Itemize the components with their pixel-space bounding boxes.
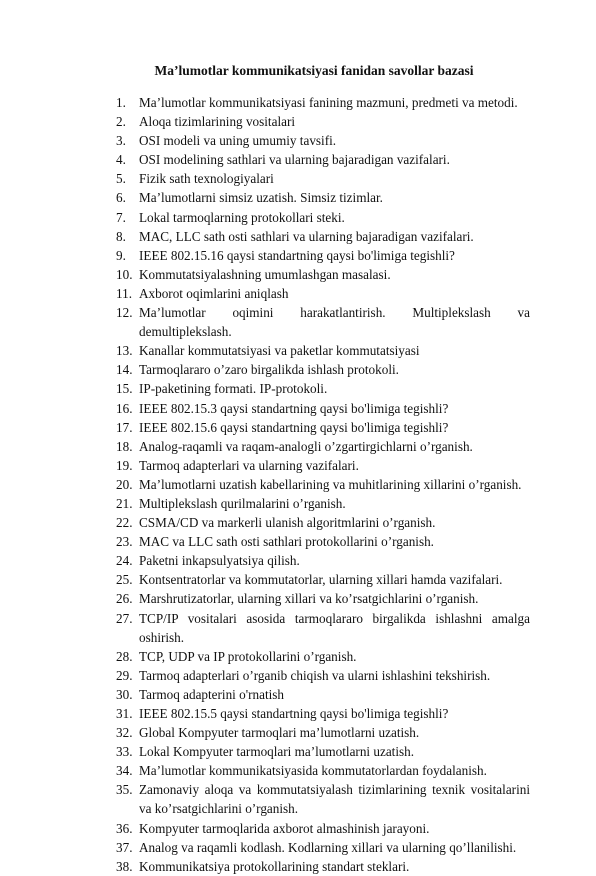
list-item <box>116 685 530 704</box>
item-text: MAC, LLC sath osti sathlari va ularning bajaradigan vazifalari. <box>139 228 474 244</box>
item-text: Ma’lumotlar oqimini harakatlantirish. Multiplekslash va demultiplekslash. <box>139 305 530 340</box>
item-number: 1. <box>116 95 126 110</box>
item-text: IEEE 802.15.3 qaysi standartning qaysi bo'limiga tegishli? <box>139 400 449 416</box>
list-item <box>116 742 530 761</box>
list-item <box>116 647 530 666</box>
item-number: 35. <box>116 782 133 798</box>
item-number: 19. <box>116 457 133 473</box>
item-text: Ma’lumotlarni simsiz uzatish. Simsiz tizimlar. <box>139 190 383 206</box>
item-number: 11. <box>116 285 132 301</box>
list-item <box>116 379 530 398</box>
item-number: 34. <box>116 763 133 779</box>
item-text: Kompyuter tarmoqlarida axborot almashinish jarayoni. <box>139 820 430 836</box>
item-text: IP-paketining formati. IP-protokoli. <box>139 381 328 397</box>
item-text: Ma’lumotlar kommunikatsiyasida kommutatorlardan foydalanish. <box>139 763 487 779</box>
list-item <box>116 418 530 437</box>
list-item <box>116 513 530 532</box>
item-number: 5. <box>116 171 126 187</box>
list-item <box>116 265 530 284</box>
item-number: 27. <box>116 610 133 626</box>
item-text: Kommunikatsiya protokollarining standart steklari. <box>139 858 410 874</box>
list-item <box>116 780 530 818</box>
item-text: Multiplekslash qurilmalarini o’rganish. <box>139 495 346 511</box>
item-text: TCP, UDP va IP protokollarini o’rganish. <box>139 648 357 664</box>
item-number: 33. <box>116 744 133 760</box>
list-item <box>116 188 530 207</box>
item-text: Ma’lumotlarni uzatish kabellarining va muhitlarining xillarini o’rganish. <box>139 476 522 492</box>
item-number: 14. <box>116 362 133 378</box>
list-item <box>116 666 530 685</box>
item-number: 23. <box>116 534 133 550</box>
list-item <box>116 456 530 475</box>
list-item <box>116 609 530 647</box>
item-text: Marshrutizatorlar, ularning xillari va ko’rsatgichlarini o’rganish. <box>139 591 479 607</box>
item-text: MAC va LLC sath osti sathlari protokollarini o’rganish. <box>139 534 434 550</box>
item-text: Lokal tarmoqlarning protokollari steki. <box>139 209 345 225</box>
item-text: IEEE 802.15.5 qaysi standartning qaysi bo'limiga tegishli? <box>139 706 449 721</box>
list-item <box>116 150 530 169</box>
list-item <box>116 589 530 608</box>
list-item <box>116 723 530 742</box>
item-number: 37. <box>116 839 133 855</box>
item-text: Kontsentratorlar va kommutatorlar, ularning xillari hamda vazifalari. <box>139 572 503 588</box>
item-number: 32. <box>116 725 133 741</box>
item-number: 6. <box>116 190 126 206</box>
list-item <box>116 475 530 494</box>
item-text: Ma’lumotlar kommunikatsiyasi fanining mazmuni, predmeti va metodi. <box>139 95 518 110</box>
list-item <box>116 838 530 857</box>
item-text: Zamonaviy aloqa va kommutatsiyalash tizimlarining texnik vositalarini va ko’rsatgichlarini o’rganish. <box>139 782 530 817</box>
item-number: 22. <box>116 515 133 531</box>
item-text: Aloqa tizimlarining vositalari <box>139 114 296 130</box>
item-text: Kommutatsiyalashning umumlashgan masalasi. <box>139 266 391 282</box>
item-text: IEEE 802.15.16 qaysi standartning qaysi bo'limiga tegishli? <box>139 247 455 263</box>
item-number: 3. <box>116 133 126 149</box>
list-item <box>116 208 530 227</box>
item-text: Tarmoq adapterini o'rnatish <box>139 686 285 702</box>
list-item <box>116 857 530 876</box>
item-text: Lokal Kompyuter tarmoqlari ma’lumotlarni uzatish. <box>139 744 415 760</box>
list-item <box>116 303 530 341</box>
list-item <box>116 93 530 112</box>
list-item <box>116 112 530 131</box>
question-list <box>116 93 530 876</box>
list-item <box>116 570 530 589</box>
item-number: 16. <box>116 400 133 416</box>
item-text: OSI modelining sathlari va ularning bajaradigan vazifalari. <box>139 152 450 168</box>
page-title: Ma’lumotlar kommunikatsiyasi fanidan savollar bazasi <box>154 63 474 78</box>
item-number: 26. <box>116 591 133 607</box>
list-item <box>116 494 530 513</box>
list-item <box>116 532 530 551</box>
item-number: 25. <box>116 572 133 588</box>
item-text: Fizik sath texnologiyalari <box>139 171 274 187</box>
item-number: 13. <box>116 343 133 359</box>
item-number: 4. <box>116 152 126 168</box>
item-number: 2. <box>116 114 126 130</box>
item-number: 30. <box>116 686 133 702</box>
item-number: 8. <box>116 228 126 244</box>
item-text: Tarmoqlararo o’zaro birgalikda ishlash protokoli. <box>139 362 399 378</box>
list-item <box>116 761 530 780</box>
item-text: Tarmoq adapterlari o’rganib chiqish va ularni ishlashini tekshirish. <box>139 667 491 683</box>
item-text: CSMA/CD va markerli ulanish algoritmlarini o’rganish. <box>139 515 436 531</box>
list-item <box>116 341 530 360</box>
item-text: Analog va raqamli kodlash. Kodlarning xillari va ularning qo’llanilishi. <box>139 839 517 855</box>
item-number: 10. <box>116 266 133 282</box>
item-text: Paketni inkapsulyatsiya qilish. <box>139 553 300 569</box>
item-text: OSI modeli va uning umumiy tavsifi. <box>139 133 337 149</box>
item-number: 31. <box>116 706 133 721</box>
item-text: Axborot oqimlarini aniqlash <box>139 285 289 301</box>
item-number: 15. <box>116 381 133 397</box>
item-text: Global Kompyuter tarmoqlari ma’lumotlarni uzatish. <box>139 725 420 741</box>
item-text: IEEE 802.15.6 qaysi standartning qaysi bo'limiga tegishli? <box>139 419 449 435</box>
item-number: 17. <box>116 419 133 435</box>
item-number: 36. <box>116 820 133 836</box>
item-number: 21. <box>116 495 133 511</box>
list-item <box>116 227 530 246</box>
item-text: TCP/IP vositalari asosida tarmoqlararo birgalikda ishlashni amalga oshirish. <box>139 610 530 645</box>
list-item <box>116 551 530 570</box>
item-number: 38. <box>116 858 133 874</box>
item-text: Kanallar kommutatsiyasi va paketlar kommutatsiyasi <box>139 343 420 359</box>
item-number: 24. <box>116 553 133 569</box>
list-item <box>116 131 530 150</box>
list-item <box>116 246 530 265</box>
item-number: 18. <box>116 438 133 454</box>
item-text: Tarmoq adapterlari va ularning vazifalari. <box>139 457 359 473</box>
list-item <box>116 819 530 838</box>
item-number: 12. <box>116 305 133 321</box>
item-text: Analog-raqamli va raqam-analogli o’zgartirgichlarni o’rganish. <box>139 438 473 454</box>
item-number: 7. <box>116 209 126 225</box>
list-item <box>116 704 530 723</box>
list-item <box>116 169 530 188</box>
list-item <box>116 284 530 303</box>
list-item <box>116 399 530 418</box>
item-number: 20. <box>116 476 133 492</box>
list-item <box>116 360 530 379</box>
item-number: 29. <box>116 667 133 683</box>
list-item <box>116 437 530 456</box>
item-number: 28. <box>116 648 133 664</box>
item-number: 9. <box>116 247 126 263</box>
